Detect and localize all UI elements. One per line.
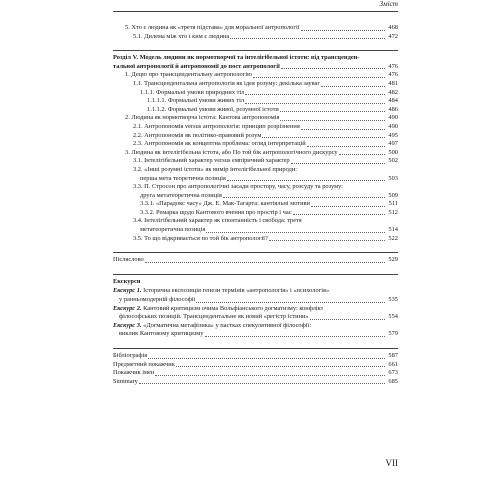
excursus-label: Екскурс 2. xyxy=(113,304,142,312)
toc-entry xyxy=(113,89,398,98)
dot-leader xyxy=(139,383,385,384)
toc-entry-page: 529 xyxy=(388,256,398,264)
toc-entry-title: 2.1. Антропономія versus антропологія: принцип розрізнення xyxy=(133,122,300,130)
dot-leader xyxy=(301,30,385,31)
toc-entry-page: 503 xyxy=(388,174,398,182)
toc-entry-title: друга метатеоретична позиція xyxy=(140,191,222,199)
back-matter-entry xyxy=(113,352,398,361)
dot-leader xyxy=(245,94,385,95)
excursus-entry-continued xyxy=(113,313,398,322)
toc-entry xyxy=(113,183,398,192)
section-divider xyxy=(113,243,398,253)
toc-entry-title: філософських позицій. Трансцендентальне як новий «регістр істини» xyxy=(119,313,309,321)
toc-entry-page: 484 xyxy=(388,97,398,105)
dot-leader xyxy=(262,137,385,138)
excursus-label: Екскурс 3. xyxy=(113,321,142,329)
toc-entry-page: 509 xyxy=(388,191,398,199)
back-matter-entry xyxy=(113,369,398,378)
toc-entry-page: 673 xyxy=(388,369,398,377)
toc-entry-title: 3.4. Інтелігібельний характер як спонтанність і свобода: третя xyxy=(133,217,302,225)
toc-entry-page: 490 xyxy=(388,114,398,122)
toc-entry-page: 514 xyxy=(388,226,398,234)
toc-entry-title: 1.1.1.1. Формальні умови живих тіл xyxy=(147,97,245,105)
toc-entry-title: 3.3.2. Ремарка щодо Кантового вчення про простір і час xyxy=(140,208,292,216)
toc-entry-page: 512 xyxy=(388,208,398,216)
toc-entry xyxy=(113,132,398,141)
back-matter-entry xyxy=(113,378,398,387)
toc-entry-page: 468 xyxy=(388,24,398,31)
toc-entry-page: 661 xyxy=(388,360,398,368)
section-divider xyxy=(113,339,398,349)
toc-entry-title: 3.3. П. Стросон про антропологічні засади простору, часу, розсуду та розуму: xyxy=(133,183,344,191)
toc-entry xyxy=(113,80,398,89)
dot-leader xyxy=(310,319,385,320)
toc-entry-title: у ранньомодерній філософії xyxy=(119,296,196,304)
toc-entry xyxy=(113,71,398,80)
toc-entry xyxy=(113,235,398,244)
dot-leader xyxy=(291,163,385,164)
dot-leader xyxy=(293,214,385,215)
toc-entry-title: 3.2. «Інші розумні істоти» як вимір інтелігібельної природи: xyxy=(133,165,298,173)
toc-entry xyxy=(113,149,398,158)
dot-leader xyxy=(301,129,385,130)
toc-entry-title: Summary xyxy=(113,377,138,385)
toc-entry-page: 554 xyxy=(388,313,398,321)
toc-entry-title: Бібліографія xyxy=(113,352,148,359)
page-number: VII xyxy=(385,458,398,468)
toc-entry-page: 502 xyxy=(388,157,398,165)
dot-leader xyxy=(227,180,385,181)
header-rule xyxy=(113,11,398,12)
dot-leader xyxy=(230,38,385,39)
dot-leader xyxy=(205,336,385,337)
dot-leader xyxy=(307,146,385,147)
back-matter-entry xyxy=(113,361,398,370)
toc-entry-title: 3.5. То що відкривається по той бік антропології? xyxy=(133,234,268,242)
toc-entry-title: 3.3.1. «Парадокс часу» Дж. Е. Мак-Тагарта: кантіяльні мотиви xyxy=(140,200,310,208)
toc-entry-page: 579 xyxy=(388,330,398,338)
dot-leader xyxy=(280,111,385,112)
excursus-entry-continued xyxy=(113,330,398,339)
toc-entry-page: 476 xyxy=(388,62,398,70)
toc-entry-title: Післяслово xyxy=(113,256,144,264)
chapter-title-line2: тальної антропології й антропономії до пост антропології xyxy=(113,62,280,70)
toc-entry-page: 472 xyxy=(388,32,398,40)
table-of-contents xyxy=(113,24,398,386)
afterword-entry xyxy=(113,256,398,265)
dot-leader xyxy=(155,375,385,376)
toc-entry-title: 3.1. Інтелігібельний характер versus емпіричний характер xyxy=(133,157,290,165)
toc-entry xyxy=(113,192,398,201)
toc-entry xyxy=(113,140,398,149)
toc-entry-title: Кантовий критицизм очима Вольфіанського догматизму: конфлікт xyxy=(143,304,324,312)
toc-entry xyxy=(113,217,398,226)
toc-entry-page: 481 xyxy=(388,79,398,87)
toc-entry-title: Предметний покажчик xyxy=(113,360,175,368)
toc-entry xyxy=(113,106,398,115)
toc-entry-page: 522 xyxy=(388,234,398,242)
dot-leader xyxy=(245,103,385,104)
toc-entry xyxy=(113,166,398,175)
toc-entry-page: 495 xyxy=(388,131,398,139)
dot-leader xyxy=(148,358,385,359)
excursus-heading: Екскурси xyxy=(113,277,141,285)
toc-entry-page: 511 xyxy=(388,200,398,208)
toc-entry-title: 5.1. Дилема між хто і ким є людина xyxy=(133,32,230,40)
toc-entry-page: 486 xyxy=(388,105,398,113)
toc-entry-title: 5. Хто є людина як «третя підстава» для моральної антропології xyxy=(125,24,300,31)
dot-leader xyxy=(253,77,385,78)
chapter-title: Розділ V. Модель людини як нормотворчої та інтелігібельної істоти: від трансценден- xyxy=(113,54,360,62)
dot-leader xyxy=(280,120,385,121)
toc-entry-title: виклик Кантовому критицизму xyxy=(119,330,204,338)
toc-entry-title: перша мета теоретична позиція xyxy=(140,174,226,182)
toc-entry xyxy=(113,97,398,106)
section-divider xyxy=(113,41,398,51)
dot-leader xyxy=(206,232,385,233)
dot-leader xyxy=(321,86,385,87)
toc-entry-page: 685 xyxy=(388,377,398,385)
toc-entry xyxy=(113,123,398,132)
toc-entry xyxy=(113,209,398,218)
chapter-title-continued xyxy=(113,63,398,72)
toc-entry-page: 587 xyxy=(388,352,398,359)
toc-entry-title: 3. Людина як інтелігібельна істота, або По той бік антропологічного дискурсу xyxy=(125,148,338,156)
dot-leader xyxy=(176,366,385,367)
dot-leader xyxy=(269,240,385,241)
toc-entry-title: 1.1. Трансцендентальна антропологія як ідея розуму: декілька зауваг xyxy=(133,79,321,87)
toc-entry xyxy=(113,157,398,166)
toc-entry-page: 500 xyxy=(388,148,398,156)
dot-leader xyxy=(223,197,385,198)
toc-entry-title: 2.2. Антропономія як політико-правовий розум xyxy=(133,131,262,139)
running-header: Зміст xyxy=(379,0,398,8)
toc-entry xyxy=(113,24,398,33)
toc-entry-title: 2.3. Антропономія як концептна проблема: огляд інтерпретацій xyxy=(133,140,306,148)
dot-leader xyxy=(281,68,385,69)
dot-leader xyxy=(196,302,385,303)
toc-entry-page: 490 xyxy=(388,122,398,130)
toc-entry-page: 497 xyxy=(388,140,398,148)
toc-entry xyxy=(113,33,398,42)
toc-entry xyxy=(113,200,398,209)
toc-entry xyxy=(113,226,398,235)
toc-entry xyxy=(113,175,398,184)
toc-entry-page: 482 xyxy=(388,88,398,96)
toc-entry-title: 1. Децю про трансцендентальну антропологію xyxy=(125,71,252,79)
toc-entry-title: «Догматична метафізика» у пастках спекулятивної філософії: xyxy=(143,321,312,329)
excursus-entry xyxy=(113,287,398,296)
toc-entry-page: 476 xyxy=(388,71,398,79)
dot-leader xyxy=(145,262,385,263)
toc-entry-title: 1.1.1. Формальні умови природних тіл xyxy=(140,88,245,96)
toc-entry xyxy=(113,114,398,123)
excursus-entry-continued xyxy=(113,296,398,305)
dot-leader xyxy=(339,154,385,155)
toc-entry-title: Історична експозиція генези термінів «антропологія» і «психологія» xyxy=(143,287,330,295)
toc-entry-title: метатеоретична позиція xyxy=(140,226,206,234)
toc-entry-title: 2. Людина як нормотворча істота: Кантова антропономія xyxy=(125,114,280,122)
toc-entry-title: 1.1.1.2. Формальні умови живої, розумної істоти xyxy=(147,105,279,113)
excursus-label: Екскурс 1. xyxy=(113,287,142,295)
dot-leader xyxy=(311,206,385,207)
section-divider xyxy=(113,265,398,275)
toc-entry-page: 535 xyxy=(388,296,398,304)
toc-entry-title: Покажчик імен xyxy=(113,369,155,377)
excursus-entry xyxy=(113,322,398,331)
excursus-entry xyxy=(113,305,398,314)
